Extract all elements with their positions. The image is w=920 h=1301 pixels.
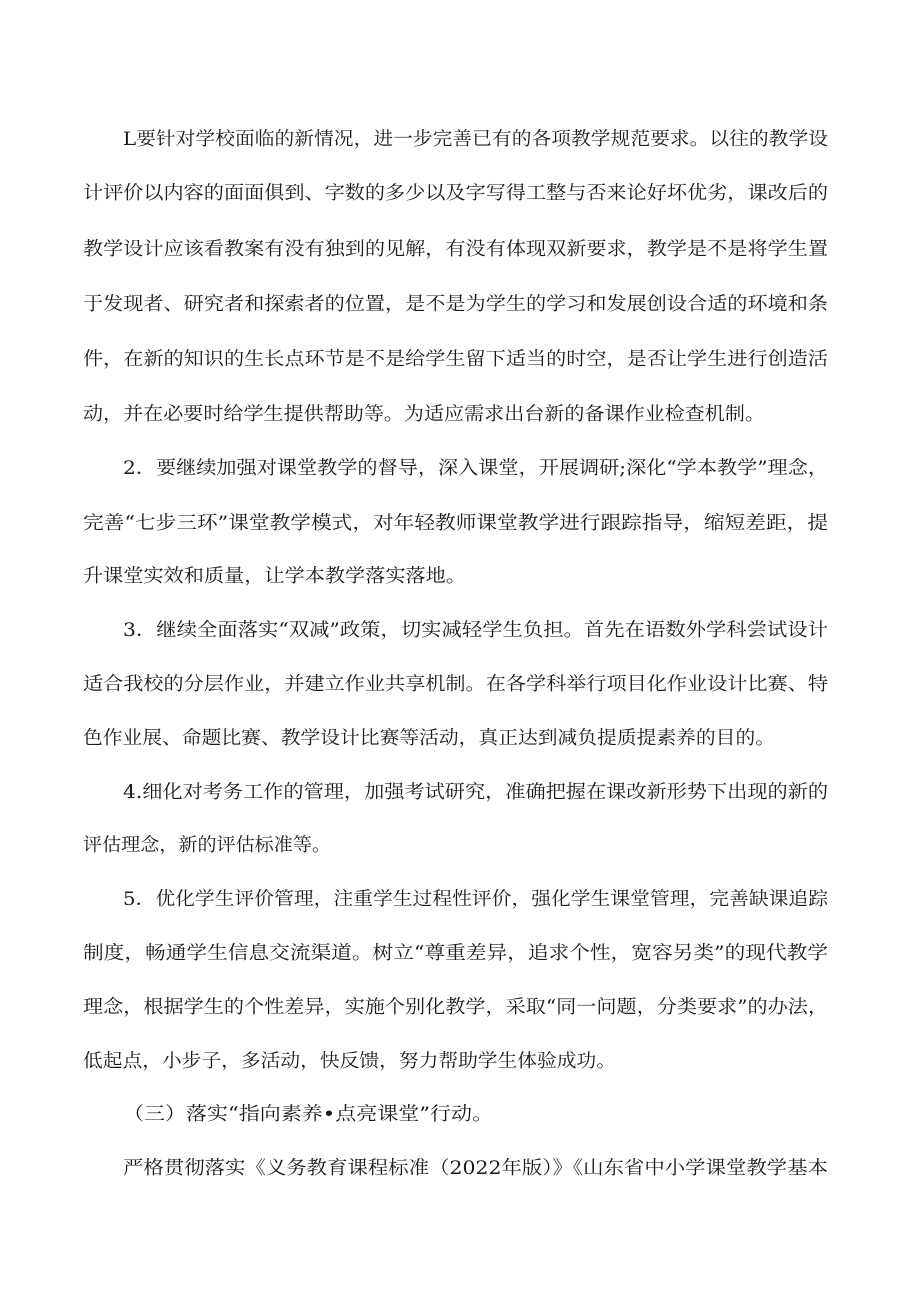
- paragraph-6-line-1: 严格贯彻落实《义务教育课程标准（2022年版）》《山东省中小学课堂教学基本: [123, 1158, 828, 1179]
- text-line: [0, 882, 920, 918]
- text-line: [0, 342, 920, 378]
- text-line: [0, 936, 920, 972]
- paragraph-5-line-2: 制度，畅通学生信息交流渠道。树立“尊重差异，追求个性，宽容另类”的现代教学: [83, 943, 828, 964]
- text-line: [0, 559, 920, 595]
- section-heading: （三）落实“指向素养•点亮课堂”行动。: [123, 1104, 493, 1125]
- paragraph-4-line-1: 4.细化对考务工作的管理，加强考试研究，准确把握在课改新形势下出现的新的: [123, 782, 828, 803]
- paragraph-1-line-2: 计评价以内容的面面俱到、字数的多少以及字写得工整与否来论好坏优劣，课改后的: [83, 183, 828, 204]
- text-line: [0, 1097, 920, 1133]
- paragraph-1-line-4: 于发现者、研究者和探索者的位置，是不是为学生的学习和发展创设合适的环境和条: [83, 294, 828, 315]
- text-line: [0, 122, 920, 158]
- text-line: [0, 828, 920, 864]
- paragraph-5-line-4: 低起点，小步子，多活动，快反馈，努力帮助学生体验成功。: [83, 1051, 616, 1072]
- paragraph-3-line-1: 3．继续全面落实“双减”政策，切实减轻学生负担。首先在语数外学科尝试设计: [123, 620, 828, 641]
- text-line: [0, 990, 920, 1026]
- paragraph-3-line-2: 适合我校的分层作业，并建立作业共享机制。在各学科举行项目化作业设计比赛、特: [83, 674, 828, 695]
- text-line: [0, 397, 920, 433]
- paragraph-1-line-6: 动，并在必要时给学生提供帮助等。为适应需求出台新的备课作业检查机制。: [83, 404, 765, 425]
- paragraph-5-line-1: 5．优化学生评价管理，注重学生过程性评价，强化学生课堂管理，完善缺课追踪: [123, 889, 828, 910]
- text-line: [0, 176, 920, 212]
- paragraph-2-line-1: 2．要继续加强对课堂教学的督导，深入课堂，开展调研;深化“学本教学”理念，: [123, 458, 828, 479]
- paragraph-2-line-3: 升课堂实效和质量，让学本教学落实落地。: [83, 566, 466, 587]
- text-line: [0, 613, 920, 649]
- paragraph-1-line-5: 件，在新的知识的生长点环节是不是给学生留下适当的时空，是否让学生进行创造活: [83, 349, 828, 370]
- paragraph-4-line-2: 评估理念，新的评估标准等。: [83, 835, 331, 856]
- text-line: [0, 232, 920, 268]
- text-line: [0, 1151, 920, 1187]
- text-line: [0, 1044, 920, 1080]
- paragraph-1-line-3: 教学设计应该看教案有没有独到的见解，有没有体现双新要求，教学是不是将学生置: [83, 239, 828, 260]
- paragraph-3-line-3: 色作业展、命题比赛、教学设计比赛等活动，真正达到减负提质提素养的目的。: [83, 728, 775, 749]
- text-line: [0, 721, 920, 757]
- text-line: [0, 506, 920, 542]
- text-line: [0, 775, 920, 811]
- text-line: [0, 287, 920, 323]
- paragraph-5-line-3: 理念，根据学生的个性差异，实施个别化教学，采取“同一问题，分类要求”的办法，: [83, 997, 828, 1018]
- paragraph-2-line-2: 完善“七步三环”课堂教学模式，对年轻教师课堂教学进行跟踪指导，缩短差距，提: [83, 513, 828, 534]
- paragraph-1-line-1: L要针对学校面临的新情况，进一步完善已有的各项教学规范要求。以往的教学设: [123, 129, 828, 150]
- text-line: [0, 667, 920, 703]
- text-line: [0, 451, 920, 487]
